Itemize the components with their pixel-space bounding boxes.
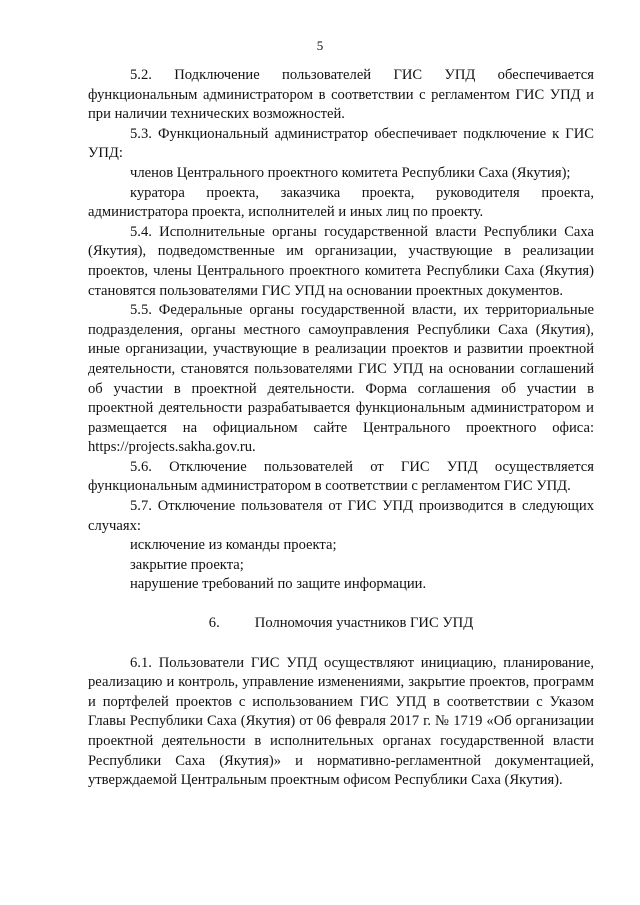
section-heading xyxy=(88,614,594,634)
page-number: 5 xyxy=(316,38,324,53)
list-item: куратора проекта, заказчика проекта, руководителя проекта, администратора проекта, исполнителей и иных лиц по проекту. xyxy=(88,184,594,221)
paragraph-5-5: 5.5. Федеральные органы государственной власти, их территориальные подразделения, органы местного самоуправления Республики Саха (Якутия), иные организации, участвующие в реализации проектов и развитии проектной деятельности, становятся пользователями ГИС УПД на основании соглашений об участии в проектной деятельности. Форма соглашения об участии в проектной деятельности разрабатывается функциональным администратором и размещается на официальном сайте Центрального проектного офиса: https://projects.sakha.gov.ru. xyxy=(88,302,594,456)
list-item: закрытие проекта; xyxy=(130,556,244,573)
section-title: Полномочия участников ГИС УПД xyxy=(254,615,474,632)
paragraph-6-1: 6.1. Пользователи ГИС УПД осуществляют инициацию, планирование, реализацию и контроль, управление изменениями, закрытие проектов, программ и портфелей проектов с использованием ГИС УПД в соответствии с Указом Главы Республики Саха (Якутия) от 06 февраля 2017 г. № 1719 «Об организации проектной деятельности в исполнительных органах государственной власти Республики Саха (Якутия)» и нормативно-регламентной документацией, утверждаемой Центральным проектным офисом Республики Саха (Якутия). xyxy=(88,654,594,789)
section-number: 6. xyxy=(208,615,220,632)
paragraph-5-4: 5.4. Исполнительные органы государственной власти Республики Саха (Якутия), подведомственные им организации, участвующие в реализации проектов, члены Центрального проектного комитета Республики Саха (Якутия) становятся пользователями ГИС УПД на основании проектных документов. xyxy=(88,223,594,299)
list-item: нарушение требований по защите информации. xyxy=(130,576,427,593)
paragraph-5-6: 5.6. Отключение пользователей от ГИС УПД осуществляется функциональным администратором в соответствии с регламентом ГИС УПД. xyxy=(88,458,594,495)
paragraph-5-7: 5.7. Отключение пользователя от ГИС УПД производится в следующих случаях: xyxy=(88,498,594,534)
document-body xyxy=(88,66,594,791)
paragraph-5-3: 5.3. Функциональный администратор обеспечивает подключение к ГИС УПД: xyxy=(88,125,594,162)
paragraph-5-2: 5.2. Подключение пользователей ГИС УПД обеспечивается функциональным администратором в соответствии с регламентом ГИС УПД и при наличии технических возможностей. xyxy=(88,67,594,123)
list-item: членов Центрального проектного комитета Республики Саха (Якутия); xyxy=(130,164,571,181)
list-item: исключение из команды проекта; xyxy=(130,537,337,554)
